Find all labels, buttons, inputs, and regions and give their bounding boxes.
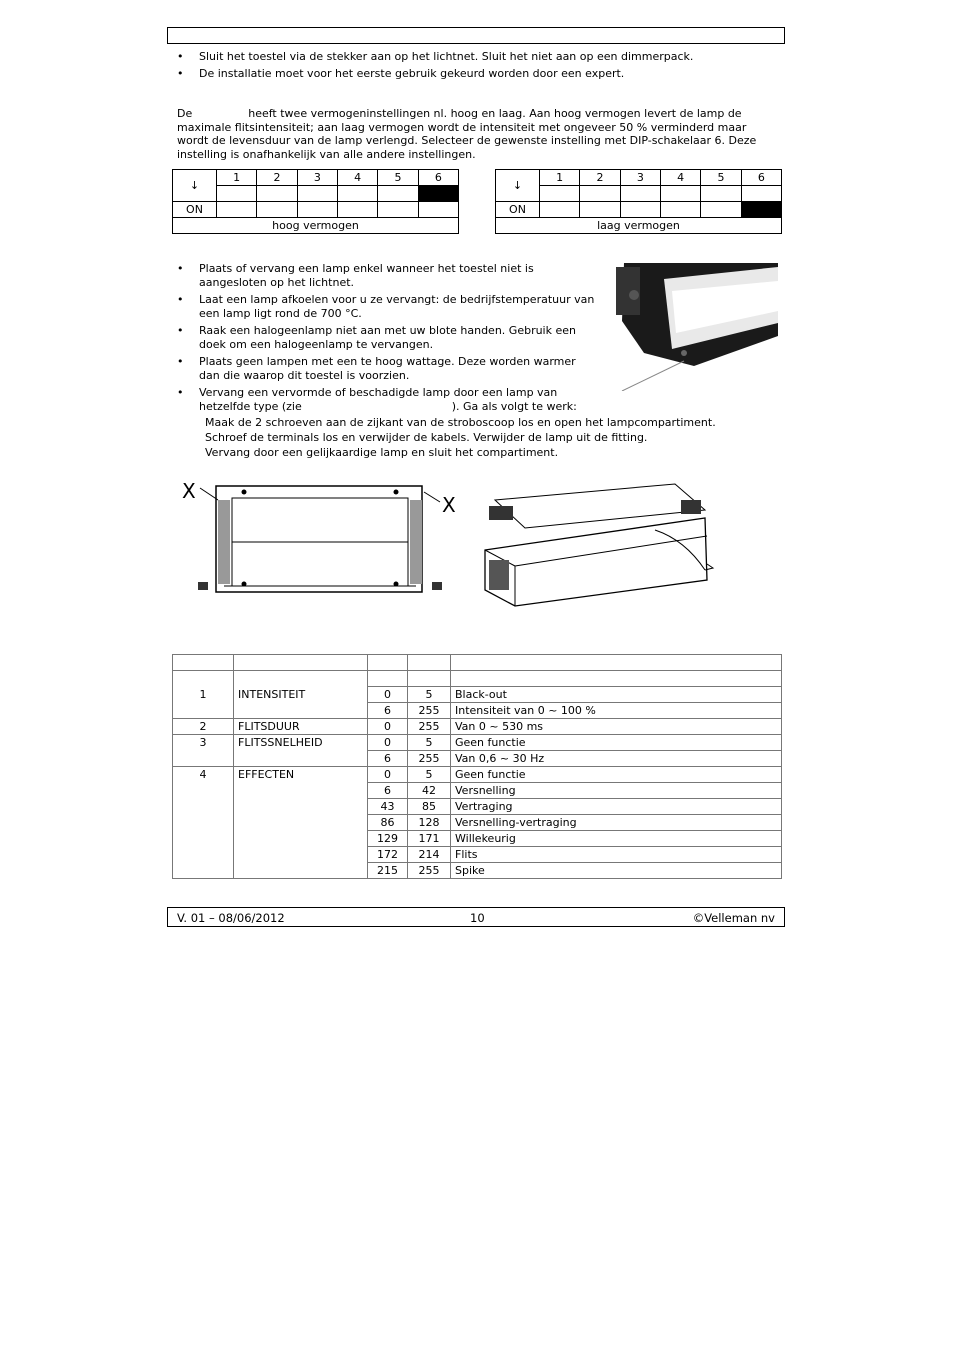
page-footer	[167, 907, 785, 927]
footer-page-number: 10	[470, 911, 485, 925]
dmx-cell	[368, 671, 408, 687]
bullet-item	[177, 386, 597, 414]
dmx-header-cell	[451, 655, 782, 671]
dip-cell	[701, 186, 741, 202]
dmx-channel: 3	[173, 735, 234, 767]
dip-number: 1	[217, 170, 257, 186]
bullet-item: • De installatie moet voor het eerste gebruik gekeurd worden door een expert.	[177, 67, 777, 81]
dmx-from: 0	[368, 735, 408, 751]
dmx-description: Geen functie	[451, 735, 782, 751]
bullet-line: hetzelfde type (zie	[199, 400, 302, 413]
strobe-photo	[614, 261, 778, 391]
footer-copyright: ©Velleman nv	[692, 911, 775, 925]
dmx-from: 0	[368, 767, 408, 783]
table-row	[173, 719, 782, 735]
dmx-description: Vertraging	[451, 799, 782, 815]
dip-cell	[620, 186, 660, 202]
dip-cell	[660, 202, 700, 218]
screw-mark: X	[182, 479, 196, 503]
dmx-to: 5	[408, 767, 451, 783]
step-item: Vervang door een gelijkaardige lamp en sluit het compartiment.	[205, 446, 559, 459]
dip-number: 4	[660, 170, 700, 186]
dip-cell	[337, 202, 377, 218]
table-row	[173, 687, 782, 703]
dip-arrow: ↓	[496, 170, 540, 202]
dip-number: 5	[378, 170, 418, 186]
dmx-from: 0	[368, 719, 408, 735]
dmx-from: 86	[368, 815, 408, 831]
dip-number: 3	[297, 170, 337, 186]
dmx-to: 255	[408, 703, 451, 719]
dmx-to: 171	[408, 831, 451, 847]
dmx-to: 5	[408, 735, 451, 751]
lamp-bullet-list	[177, 262, 597, 417]
dip-caption: hoog vermogen	[173, 218, 459, 234]
dmx-function: FLITSSNELHEID	[234, 735, 368, 767]
dip-cell	[540, 202, 580, 218]
dmx-empty-row	[173, 671, 782, 687]
step-list	[205, 415, 785, 460]
bullet-item: • Plaats of vervang een lamp enkel wanneer het toestel niet is aangesloten op het lichtnet.	[177, 262, 597, 290]
dmx-description: Versnelling-vertraging	[451, 815, 782, 831]
bullet-item: • Laat een lamp afkoelen voor u ze vervangt: de bedrijfstemperatuur van een lamp ligt rond de 700 °C.	[177, 293, 597, 321]
dmx-description: Willekeurig	[451, 831, 782, 847]
bullet-line: ). Ga als volgt te werk:	[451, 400, 577, 413]
dmx-to: 5	[408, 687, 451, 703]
dmx-to: 255	[408, 719, 451, 735]
dmx-from: 0	[368, 687, 408, 703]
dip-number: 6	[418, 170, 458, 186]
dmx-description: Van 0 ~ 530 ms	[451, 719, 782, 735]
dip-number: 2	[257, 170, 297, 186]
power-paragraph	[177, 107, 777, 161]
dip-cell	[378, 202, 418, 218]
dmx-description: Van 0,6 ~ 30 Hz	[451, 751, 782, 767]
dmx-from: 215	[368, 863, 408, 879]
dip-cell	[660, 186, 700, 202]
bullet-line: Vervang een vervormde of beschadigde lamp door een lamp van	[199, 386, 558, 399]
dmx-table	[172, 654, 782, 879]
dmx-channel: 2	[173, 719, 234, 735]
dip-table-high	[172, 169, 459, 234]
bullet-item: • Plaats geen lampen met een te hoog wattage. Deze worden warmer dan die waarop dit toestel is voorzien.	[177, 355, 597, 383]
dip-table-low	[495, 169, 782, 234]
bullet-item: • Raak een halogeenlamp niet aan met uw blote handen. Gebruik een doek om een halogeenlamp te vervangen.	[177, 324, 597, 352]
dmx-function: FLITSDUUR	[234, 719, 368, 735]
dmx-channel: 4	[173, 767, 234, 879]
dip-cell	[580, 186, 620, 202]
dip-cell	[418, 202, 458, 218]
dip-switch-6-marker	[418, 186, 458, 202]
dip-cell	[741, 186, 781, 202]
dip-cell	[580, 202, 620, 218]
dip-cell	[337, 186, 377, 202]
table-row	[173, 735, 782, 751]
dip-cell	[378, 186, 418, 202]
dmx-from: 6	[368, 751, 408, 767]
dip-cell	[257, 202, 297, 218]
dmx-header-cell	[173, 655, 234, 671]
dip-cell	[217, 186, 257, 202]
dmx-from: 43	[368, 799, 408, 815]
lamp-compartment-open-figure	[475, 470, 745, 610]
dip-cell	[257, 186, 297, 202]
footer-version: V. 01 – 08/06/2012	[177, 911, 285, 925]
dip-number: 5	[701, 170, 741, 186]
table-row	[173, 767, 782, 783]
bullet-item: • Sluit het toestel via de stekker aan op het lichtnet. Sluit het niet aan op een dimmerpack.	[177, 50, 777, 64]
dmx-channel: 1	[173, 687, 234, 719]
dip-number: 6	[741, 170, 781, 186]
header-box	[167, 27, 785, 44]
step-item: Maak de 2 schroeven aan de zijkant van de stroboscoop los en open het lampcompartiment.	[205, 416, 716, 429]
dmx-cell	[408, 671, 451, 687]
dip-cell	[620, 202, 660, 218]
dmx-to: 255	[408, 863, 451, 879]
dmx-from: 172	[368, 847, 408, 863]
dip-cell	[701, 202, 741, 218]
dmx-header-cell	[408, 655, 451, 671]
dip-number: 4	[337, 170, 377, 186]
dip-cell	[297, 202, 337, 218]
dip-cell	[297, 186, 337, 202]
dmx-description: Flits	[451, 847, 782, 863]
dmx-to: 128	[408, 815, 451, 831]
dmx-header-cell	[234, 655, 368, 671]
dip-number: 1	[540, 170, 580, 186]
lamp-compartment-front-figure	[178, 478, 462, 603]
dip-cell	[540, 186, 580, 202]
screw-mark: X	[442, 493, 456, 517]
dip-number: 2	[580, 170, 620, 186]
step-item: Schroef de terminals los en verwijder de kabels. Verwijder de lamp uit de fitting.	[205, 431, 648, 444]
dmx-function: INTENSITEIT	[234, 687, 368, 719]
dip-switch-6-marker	[741, 202, 781, 218]
dmx-to: 214	[408, 847, 451, 863]
dmx-header-cell	[368, 655, 408, 671]
dip-caption: laag vermogen	[496, 218, 782, 234]
dip-number: 3	[620, 170, 660, 186]
dmx-description: Geen functie	[451, 767, 782, 783]
dmx-function: EFFECTEN	[234, 767, 368, 879]
dmx-description: Spike	[451, 863, 782, 879]
dmx-description: Black-out	[451, 687, 782, 703]
dip-on-label: ON	[496, 202, 540, 218]
dmx-cell	[234, 671, 368, 687]
paragraph-start: De	[177, 107, 193, 120]
dmx-cell	[451, 671, 782, 687]
top-bullet-list	[177, 50, 777, 84]
dmx-description: Intensiteit van 0 ~ 100 %	[451, 703, 782, 719]
dip-arrow: ↓	[173, 170, 217, 202]
dmx-to: 85	[408, 799, 451, 815]
dip-cell	[217, 202, 257, 218]
dmx-to: 42	[408, 783, 451, 799]
dmx-from: 129	[368, 831, 408, 847]
dip-on-label: ON	[173, 202, 217, 218]
dmx-to: 255	[408, 751, 451, 767]
dmx-from: 6	[368, 703, 408, 719]
dmx-from: 6	[368, 783, 408, 799]
dmx-cell	[173, 671, 234, 687]
dmx-header-row	[173, 655, 782, 671]
paragraph-rest: heeft twee vermogeninstellingen nl. hoog en laag. Aan hoog vermogen levert de lamp de maximale flitsintensiteit; aan laag vermogen wordt de intensiteit met ongeveer 50 % verminderd maar wordt de levensduur van de lamp verlengd. Selecteer de gewenste instelling met DIP-schakelaar 6. Deze instelling is onafhankelijk van alle andere instellingen.	[177, 107, 757, 161]
dmx-description: Versnelling	[451, 783, 782, 799]
